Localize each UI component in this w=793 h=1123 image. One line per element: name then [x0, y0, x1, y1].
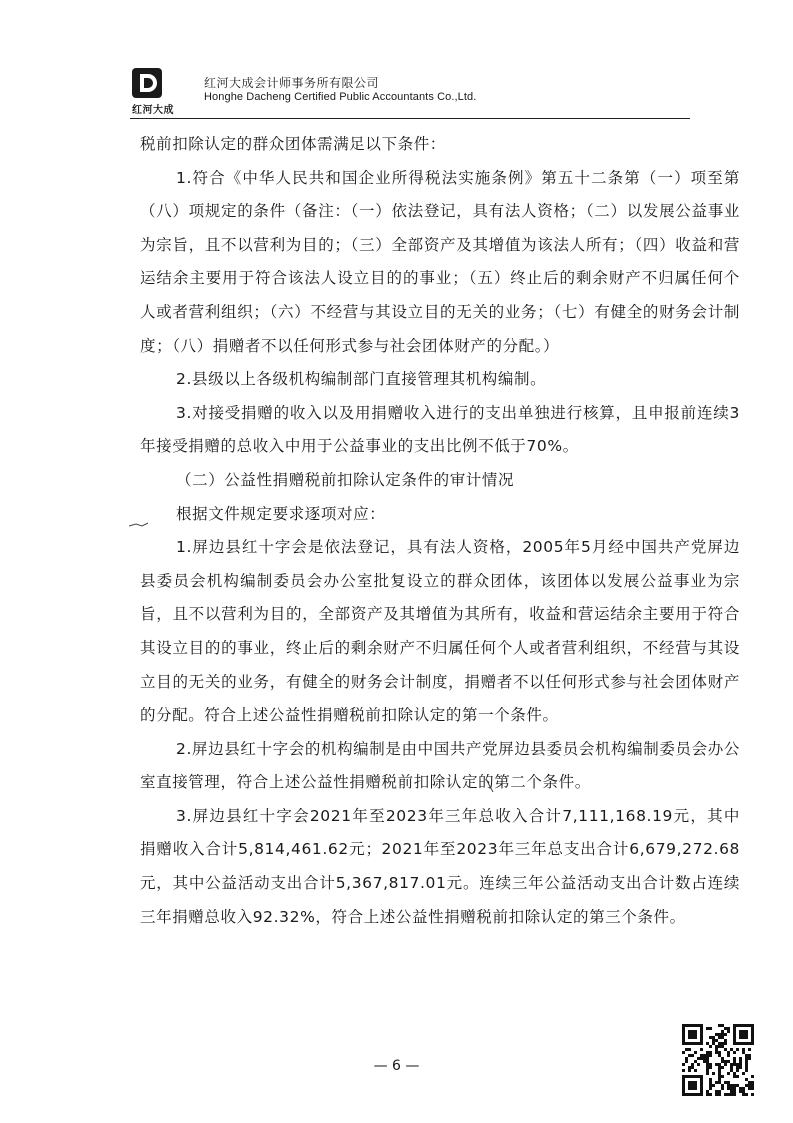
letterhead-divider — [130, 118, 690, 119]
paragraph-audit-2: 2.屏边县红十字会的机构编制是由中国共产党屏边县委员会机构编制委员会办公室直接管理，符合上述公益性捐赠税前扣除认定的第二个条件。 — [140, 739, 740, 792]
paragraph-condition-1: 1.符合《中华人民共和国企业所得税法实施条例》第五十二条第（一）项至第（八）项规定的条件（备注：（一）依法登记，具有法人资格；（二）以发展公益事业为宗旨，且不以营利为目的；（三）全部资产及其增值为该法人所有；（四）收益和营运结余主要用于符合该法人设立目的的事业；（五）终止后的剩余财产不归属任何个人或者营利组织；（六）不经营与其设立目的无关的业务；（七）有健全的财务会计制度；（八）捐赠者不以任何形式参与社会团体财产的分配。） — [140, 168, 740, 355]
logo-text: 红河大成 — [132, 105, 174, 116]
firm-name-cn: 红河大成会计师事务所有限公司 — [204, 76, 380, 90]
paragraph-basis: 根据文件规定要求逐项对应： — [176, 504, 386, 523]
letterhead — [128, 68, 688, 116]
paragraph-condition-2: 2.县级以上各级机构编制部门直接管理其机构编制。 — [176, 370, 547, 389]
firm-logo-icon — [128, 68, 188, 114]
scan-mark — [484, 778, 496, 794]
paragraph-audit-3: 3.屏边县红十字会2021年至2023年三年总收入合计7,111,168.19元，其中捐赠收入合计5,814,461.62元；2021年至2023年三年总支出合计6,679,272.68元，其中公益活动支出合计5,367,817.01元。连续三年公益活动支出合计数占连续三年捐赠总收入92.32%，符合上述公益性捐赠税前扣除认定的第三个条件。 — [140, 806, 740, 926]
qr-code-icon — [682, 1024, 754, 1096]
scan-mark — [128, 520, 150, 530]
paragraph-intro: 税前扣除认定的群众团体需满足以下条件： — [140, 135, 446, 153]
document-body — [140, 128, 740, 934]
paragraph-condition-3: 3.对接受捐赠的收入以及用捐赠收入进行的支出单独进行核算，且申报前连续3年接受捐赠的总收入中用于公益事业的支出比例不低于70%。 — [140, 403, 740, 456]
page-number: — 6 — — [373, 1058, 420, 1074]
section-heading: （二）公益性捐赠税前扣除认定条件的审计情况 — [176, 470, 515, 489]
paragraph-audit-1: 1.屏边县红十字会是依法登记，具有法人资格，2005年5月经中国共产党屏边县委员会机构编制委员会办公室批复设立的群众团体，该团体以发展公益事业为宗旨，且不以营利为目的，全部资产及其增值为其所有，收益和营运结余主要用于符合其设立目的的事业，终止后的剩余财产不归属任何个人或者营利组织，不经营与其设立目的无关的业务，有健全的财务会计制度，捐赠者不以任何形式参与社会团体财产的分配。符合上述公益性捐赠税前扣除认定的第一个条件。 — [140, 538, 740, 725]
firm-name-en: Honghe Dacheng Certified Public Accountants Co.,Ltd. — [204, 91, 477, 103]
